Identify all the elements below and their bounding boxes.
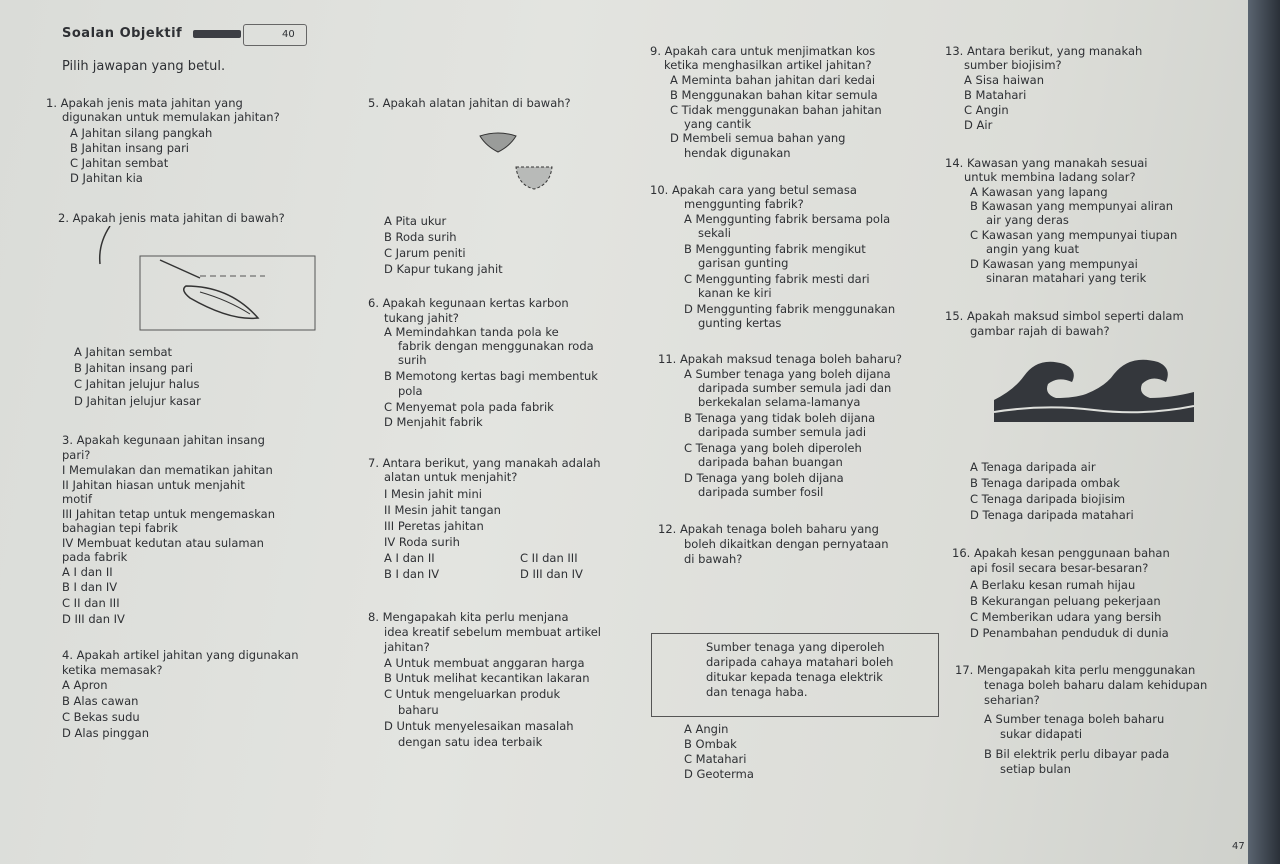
q4-option-d[interactable]: D Alas pinggan bbox=[62, 726, 149, 740]
q17-stem: 17. Mengapakah kita perlu menggunakan bbox=[955, 663, 1196, 677]
q17-option-a[interactable]: A Sumber tenaga boleh baharu bbox=[984, 712, 1165, 726]
q3-item-iv-2: pada fabrik bbox=[62, 550, 128, 564]
q12-option-a[interactable]: A Angin bbox=[684, 722, 729, 736]
q12-statement-4: dan tenaga haba. bbox=[706, 685, 808, 699]
teacher-stamp bbox=[193, 30, 241, 38]
q10-option-a-2: sekali bbox=[698, 226, 731, 240]
q7-option-c[interactable]: C II dan III bbox=[520, 551, 578, 565]
q9-option-d[interactable]: D Membeli semua bahan yang bbox=[670, 131, 846, 145]
q8-option-b[interactable]: B Untuk melihat kecantikan lakaran bbox=[384, 671, 590, 685]
q5-stem: 5. Apakah alatan jahitan di bawah? bbox=[368, 96, 571, 110]
q6-option-d[interactable]: D Menjahit fabrik bbox=[384, 415, 483, 429]
q16-option-d[interactable]: D Penambahan penduduk di dunia bbox=[970, 626, 1169, 640]
q2-option-d[interactable]: D Jahitan jelujur kasar bbox=[74, 394, 201, 408]
q8-stem-2: idea kreatif sebelum membuat artikel bbox=[384, 625, 602, 639]
q17-stem-2: tenaga boleh baharu dalam kehidupan bbox=[984, 678, 1208, 692]
q4-option-b[interactable]: B Alas cawan bbox=[62, 694, 139, 708]
q3-stem-2: pari? bbox=[62, 448, 91, 462]
q3-item-iii: III Jahitan tetap untuk mengemaskan bbox=[62, 507, 276, 521]
q1-option-b[interactable]: B Jahitan insang pari bbox=[70, 141, 190, 155]
q9-option-c[interactable]: C Tidak menggunakan bahan jahitan bbox=[670, 103, 882, 117]
q13-option-c[interactable]: C Angin bbox=[964, 103, 1009, 117]
q14-option-d-2: sinaran matahari yang terik bbox=[986, 271, 1147, 285]
q10-option-d-2: gunting kertas bbox=[698, 316, 782, 330]
q8-option-d[interactable]: D Untuk menyelesaikan masalah bbox=[384, 719, 574, 733]
q3-item-ii-2: motif bbox=[62, 492, 92, 506]
q15-option-a[interactable]: A Tenaga daripada air bbox=[970, 460, 1096, 474]
q6-option-a-3: surih bbox=[398, 353, 427, 367]
q16-stem: 16. Apakah kesan penggunaan bahan bbox=[952, 546, 1170, 560]
q4-stem: 4. Apakah artikel jahitan yang digunakan bbox=[62, 648, 299, 662]
q12-option-d[interactable]: D Geoterma bbox=[684, 767, 754, 781]
q12-stem-2: boleh dikaitkan dengan pernyataan bbox=[684, 537, 889, 551]
tailor-chalk-icon bbox=[512, 163, 556, 191]
q9-option-d-2: hendak digunakan bbox=[684, 146, 791, 160]
q16-option-a[interactable]: A Berlaku kesan rumah hijau bbox=[970, 578, 1136, 592]
q8-option-c-2: baharu bbox=[398, 703, 439, 717]
score-box bbox=[243, 24, 307, 46]
q3-option-c[interactable]: C II dan III bbox=[62, 596, 120, 610]
q3-item-iii-2: bahagian tepi fabrik bbox=[62, 521, 178, 535]
q12-statement-1: Sumber tenaga yang diperoleh bbox=[706, 640, 885, 654]
q14-option-d[interactable]: D Kawasan yang mempunyai bbox=[970, 257, 1138, 271]
q4-option-a[interactable]: A Apron bbox=[62, 678, 108, 692]
q7-option-b[interactable]: B I dan IV bbox=[384, 567, 440, 581]
stitch-illustration bbox=[90, 226, 330, 336]
q7-item-ii: II Mesin jahit tangan bbox=[384, 503, 501, 517]
score-value: 40 bbox=[282, 29, 295, 40]
q4-stem-2: ketika memasak? bbox=[62, 663, 163, 677]
q9-option-b[interactable]: B Menggunakan bahan kitar semula bbox=[670, 88, 878, 102]
q3-item-ii: II Jahitan hiasan untuk menjahit bbox=[62, 478, 245, 492]
book-edge bbox=[1248, 0, 1280, 864]
q14-option-b-2: air yang deras bbox=[986, 213, 1069, 227]
q9-option-c-2: yang cantik bbox=[684, 117, 752, 131]
q6-option-a[interactable]: A Memindahkan tanda pola ke bbox=[384, 325, 559, 339]
q1-stem: 1. Apakah jenis mata jahitan yang bbox=[46, 96, 243, 110]
q11-stem: 11. Apakah maksud tenaga boleh baharu? bbox=[658, 352, 903, 366]
q16-option-b[interactable]: B Kekurangan peluang pekerjaan bbox=[970, 594, 1161, 608]
q8-option-d-2: dengan satu idea terbaik bbox=[398, 735, 543, 749]
q5-option-c[interactable]: C Jarum peniti bbox=[384, 246, 466, 260]
q10-option-d[interactable]: D Menggunting fabrik menggunakan bbox=[684, 302, 896, 316]
q12-stem-3: di bawah? bbox=[684, 552, 743, 566]
q8-stem-3: jahitan? bbox=[384, 640, 430, 654]
q10-option-c-2: kanan ke kiri bbox=[698, 286, 772, 300]
q8-option-a[interactable]: A Untuk membuat anggaran harga bbox=[384, 656, 585, 670]
q11-option-d[interactable]: D Tenaga yang boleh dijana bbox=[684, 471, 844, 485]
carbon-paper-icon bbox=[478, 132, 518, 154]
q13-stem-2: sumber biojisim? bbox=[964, 58, 1062, 72]
q9-stem: 9. Apakah cara untuk menjimatkan kos bbox=[650, 44, 876, 58]
q7-stem: 7. Antara berikut, yang manakah adalah bbox=[368, 456, 601, 470]
q14-option-b[interactable]: B Kawasan yang mempunyai aliran bbox=[970, 199, 1174, 213]
q17-option-a-2: sukar didapati bbox=[1000, 727, 1083, 741]
q2-stem: 2. Apakah jenis mata jahitan di bawah? bbox=[58, 211, 285, 225]
q2-option-b[interactable]: B Jahitan insang pari bbox=[74, 361, 194, 375]
q11-option-a[interactable]: A Sumber tenaga yang boleh dijana bbox=[684, 367, 891, 381]
q7-item-iii: III Peretas jahitan bbox=[384, 519, 484, 533]
q15-option-c[interactable]: C Tenaga daripada biojisim bbox=[970, 492, 1126, 506]
q5-option-a[interactable]: A Pita ukur bbox=[384, 214, 447, 228]
q3-item-iv: IV Membuat kedutan atau sulaman bbox=[62, 536, 264, 550]
q9-option-a[interactable]: A Meminta bahan jahitan dari kedai bbox=[670, 73, 876, 87]
q12-option-c[interactable]: C Matahari bbox=[684, 752, 747, 766]
q14-stem-2: untuk membina ladang solar? bbox=[964, 170, 1136, 184]
q17-stem-3: seharian? bbox=[984, 693, 1040, 707]
q7-option-a[interactable]: A I dan II bbox=[384, 551, 435, 565]
q4-option-c[interactable]: C Bekas sudu bbox=[62, 710, 140, 724]
q10-option-b-2: garisan gunting bbox=[698, 256, 789, 270]
q7-item-iv: IV Roda surih bbox=[384, 535, 460, 549]
q3-item-i: I Memulakan dan mematikan jahitan bbox=[62, 463, 273, 477]
q1-option-c[interactable]: C Jahitan sembat bbox=[70, 156, 169, 170]
q5-option-b[interactable]: B Roda surih bbox=[384, 230, 457, 244]
q7-item-i: I Mesin jahit mini bbox=[384, 487, 482, 501]
q6-stem: 6. Apakah kegunaan kertas karbon bbox=[368, 296, 569, 310]
q3-option-b[interactable]: B I dan IV bbox=[62, 580, 118, 594]
q2-option-a[interactable]: A Jahitan sembat bbox=[74, 345, 173, 359]
q10-stem-2: menggunting fabrik? bbox=[684, 197, 804, 211]
q13-stem: 13. Antara berikut, yang manakah bbox=[945, 44, 1143, 58]
q12-stem: 12. Apakah tenaga boleh baharu yang bbox=[658, 522, 879, 536]
q12-option-b[interactable]: B Ombak bbox=[684, 737, 737, 751]
q6-option-a-2: fabrik dengan menggunakan roda bbox=[398, 339, 594, 353]
q1-option-a[interactable]: A Jahitan silang pangkah bbox=[70, 126, 213, 140]
q11-option-d-2: daripada sumber fosil bbox=[698, 485, 824, 499]
q10-option-c[interactable]: C Menggunting fabrik mesti dari bbox=[684, 272, 870, 286]
q10-stem: 10. Apakah cara yang betul semasa bbox=[650, 183, 857, 197]
q7-stem-2: alatan untuk menjahit? bbox=[384, 470, 518, 484]
q1-option-d[interactable]: D Jahitan kia bbox=[70, 171, 143, 185]
q3-option-d[interactable]: D III dan IV bbox=[62, 612, 125, 626]
q6-option-b-2: pola bbox=[398, 384, 423, 398]
q14-option-c[interactable]: C Kawasan yang mempunyai tiupan bbox=[970, 228, 1178, 242]
q11-option-a-2: daripada sumber semula jadi dan bbox=[698, 381, 892, 395]
q11-option-c-2: daripada bahan buangan bbox=[698, 455, 843, 469]
q15-stem: 15. Apakah maksud simbol seperti dalam bbox=[945, 309, 1184, 323]
q11-option-b-2: daripada sumber semula jadi bbox=[698, 425, 867, 439]
q1-stem-2: digunakan untuk memulakan jahitan? bbox=[62, 110, 280, 124]
q7-option-d[interactable]: D III dan IV bbox=[520, 567, 583, 581]
q10-option-a[interactable]: A Menggunting fabrik bersama pola bbox=[684, 212, 891, 226]
q3-stem: 3. Apakah kegunaan jahitan insang bbox=[62, 433, 265, 447]
wave-energy-symbol bbox=[994, 354, 1194, 422]
q17-option-b-2: setiap bulan bbox=[1000, 762, 1071, 776]
q8-stem: 8. Mengapakah kita perlu menjana bbox=[368, 610, 569, 624]
q8-option-c[interactable]: C Untuk mengeluarkan produk bbox=[384, 687, 561, 701]
q11-option-a-3: berkekalan selama-lamanya bbox=[698, 395, 861, 409]
q11-option-b[interactable]: B Tenaga yang tidak boleh dijana bbox=[684, 411, 876, 425]
q15-option-b[interactable]: B Tenaga daripada ombak bbox=[970, 476, 1120, 490]
q15-stem-2: gambar rajah di bawah? bbox=[970, 324, 1110, 338]
q15-option-d[interactable]: D Tenaga daripada matahari bbox=[970, 508, 1134, 522]
q2-option-c[interactable]: C Jahitan jelujur halus bbox=[74, 377, 200, 391]
q10-option-b[interactable]: B Menggunting fabrik mengikut bbox=[684, 242, 866, 256]
q12-statement-3: ditukar kepada tenaga elektrik bbox=[706, 670, 883, 684]
q6-option-b[interactable]: B Memotong kertas bagi membentuk bbox=[384, 369, 598, 383]
q6-stem-2: tukang jahit? bbox=[384, 311, 459, 325]
q11-option-c[interactable]: C Tenaga yang boleh diperoleh bbox=[684, 441, 862, 455]
q14-stem: 14. Kawasan yang manakah sesuai bbox=[945, 156, 1148, 170]
q17-option-b[interactable]: B Bil elektrik perlu dibayar pada bbox=[984, 747, 1170, 761]
page-number: 47 bbox=[1232, 841, 1245, 852]
q3-option-a[interactable]: A I dan II bbox=[62, 565, 113, 579]
q5-option-d[interactable]: D Kapur tukang jahit bbox=[384, 262, 503, 276]
q14-option-a[interactable]: A Kawasan yang lapang bbox=[970, 185, 1108, 199]
q13-option-b[interactable]: B Matahari bbox=[964, 88, 1027, 102]
q6-option-c[interactable]: C Menyemat pola pada fabrik bbox=[384, 400, 554, 414]
page-title: Soalan Objektif bbox=[62, 26, 183, 41]
q16-stem-2: api fosil secara besar-besaran? bbox=[970, 561, 1149, 575]
q14-option-c-2: angin yang kuat bbox=[986, 242, 1080, 256]
q13-option-a[interactable]: A Sisa haiwan bbox=[964, 73, 1044, 87]
q16-option-c[interactable]: C Memberikan udara yang bersih bbox=[970, 610, 1162, 624]
q12-statement-2: daripada cahaya matahari boleh bbox=[706, 655, 894, 669]
instruction: Pilih jawapan yang betul. bbox=[62, 59, 226, 74]
q9-stem-2: ketika menghasilkan artikel jahitan? bbox=[664, 58, 872, 72]
q13-option-d[interactable]: D Air bbox=[964, 118, 993, 132]
